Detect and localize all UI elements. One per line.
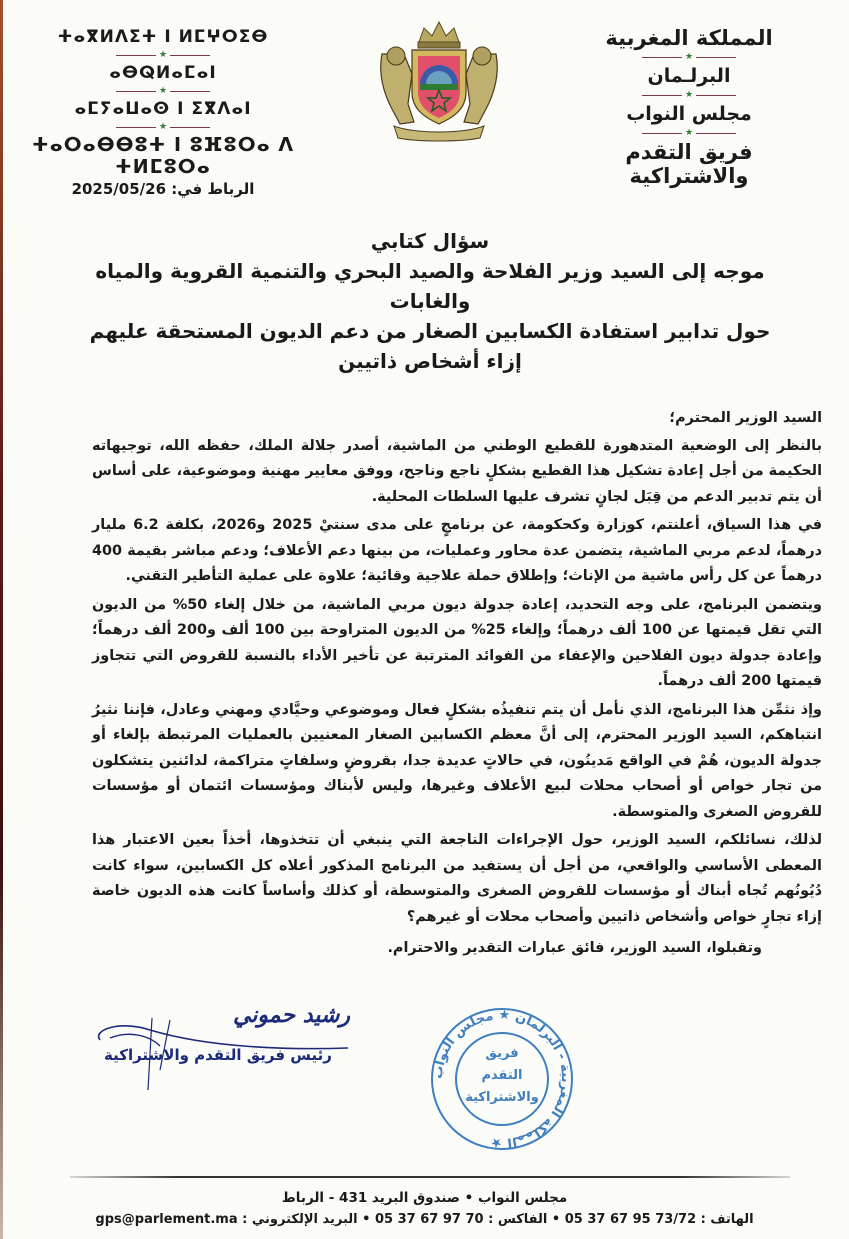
separator: [28, 85, 298, 97]
house-tifinagh: ⴰⵎⵢⴰⵡⴰⵙ ⵏ ⵉⴳⴷⴰⵏ: [74, 99, 252, 119]
subject-line-2: إزاء أشخاص ذاتيين: [338, 349, 522, 373]
separator: [569, 51, 809, 63]
arabic-letterhead: [569, 26, 809, 188]
date-line: [28, 180, 298, 198]
star-icon: ★: [158, 85, 168, 96]
stamp-ring-text: المملكة المغربية - البرلمان ★ مجلس النواب ★: [430, 1007, 574, 1151]
footer-address: مجلس النواب • صندوق البريد 431 - الرباط: [281, 1190, 568, 1206]
signatory-name: رشيد حموني: [232, 1002, 350, 1028]
date-label: الرباط في:: [171, 180, 255, 198]
royal-coat-of-arms-icon: [374, 14, 504, 144]
salutation: السيد الوزير المحترم؛: [669, 410, 822, 426]
parliament-tifinagh: ⴰⴱⵕⵍⴰⵎⴰⵏ: [109, 63, 217, 83]
star-icon: ★: [158, 49, 168, 60]
signatory-title: رئيس فريق التقدم والاشتراكية: [104, 1046, 332, 1064]
body-paragraph: وإذ نثمِّن هذا البرنامج، الذي نأمل أن يتم تنفيذُه بشكلٍ فعال وموضوعي وحيَّادي ومهني وعادل، فإننا نثيرُ انتباهكم، السيد الوزير المحترم، إلى أنَّ معظم الكسابين الصغار المعنيين بالعمليات المرتبطة بإلغاء أو جدولة الديون، هُمْ في الواقع مَدينُون، في حالاتٍ عديدة جدا، بقروضٍ وسلفاتٍ متراكمة، لدائنين يتشكلون من تجار خواص أو أصحاب محلات لبيع الأعلاف وغيرها، وليس لأبناك ومؤسسات ائتمان أو مؤسسات للقروض الصغرى والمتوسطة.: [92, 701, 822, 820]
star-icon: ★: [684, 127, 694, 138]
signature-block: [90, 1000, 350, 1080]
stamp-center-text: [462, 1043, 542, 1109]
body-paragraph: بالنظر إلى الوضعية المتدهورة للقطيع الوطني من الماشية، أصدر جلالة الملك، حفظه الله، توجيهاته الحكيمة من أجل إعادة تشكيل هذا القطيع بشكلٍ ناجع وناجح، ووفق معايير مهنية وموضوعية، على أساس أن يتم تدبير الدعم من قِبَل لجانٍ تشرف عليها السلطات المحلية.: [92, 437, 822, 505]
kingdom-name-arabic: المملكة المغربية: [605, 26, 773, 50]
group-name-arabic: فريق التقدم والاشتراكية: [625, 140, 753, 188]
parliament-arabic: البرلـمان: [647, 65, 731, 87]
body-paragraph: ويتضمن البرنامج، على وجه التحديد، إعادة جدولة ديون مربي الماشية، من خلال إلغاء 50% من الديون التي تقل قيمتها عن 100 ألف درهماً؛ وإلغاء 25% من الديون المتراوحة بين 100 ألف و200 ألف درهماً؛ وإعادة جدولة ديون الفلاحين والإعفاء من الفوائد المترتبة عن تأخير الأداء بالنسبة للقروض التي تتجاوز قيمتها 200 ألف درهماً.: [92, 596, 823, 689]
group-name-tifinagh: ⵜⴰⵔⴰⴱⴱⵓⵜ ⵏ ⵓⴼⵓⵔⴰ ⴷ ⵜⵍⵎⵓⵔⴰ: [31, 134, 295, 178]
letter-body: [92, 406, 822, 965]
footer-divider: [70, 1176, 790, 1178]
separator: [569, 127, 809, 139]
tifinagh-letterhead: [28, 26, 298, 198]
stamp-line: فريق: [485, 1046, 519, 1061]
star-icon: ★: [684, 51, 694, 62]
stamp-line: التقدم: [481, 1068, 523, 1083]
separator: [569, 89, 809, 101]
stamp-line: والاشتراكية: [465, 1090, 539, 1105]
kingdom-name-tifinagh: ⵜⴰⴳⵍⴷⵉⵜ ⵏ ⵍⵎⵖⵔⵉⴱ: [57, 27, 269, 47]
subject-line-1: حول تدابير استفادة الكسابين الصغار من دعم الديون المستحقة عليهم: [89, 319, 771, 343]
body-paragraph: لذلك، نسائلكم، السيد الوزير، حول الإجراءات الناجعة التي ينبغي أن تتخذوها، أخذاً بعين الاعتبار هذا المعطى الأساسي والواقعي، من أجل أن يستفيد من البرنامج المذكور أعلاه كل الكسابين، سواء كانت دُيُونُهم تُجاه أبناك أو مؤسسات للقروض الصغرى والمتوسطة، أو كذلك وأساساً كانت هذه الديون خاصة إزاء تجارٍ خواص وأشخاص ذاتيين وأصحاب محلات أو غيرهم؟: [92, 832, 822, 925]
body-paragraph: في هذا السياق، أعلنتم، كوزارة وكحكومة، عن برنامجٍ على مدى سنتيْ 2025 و2026، بكلفة 6.2 مليار درهماً، لدعم مربي الماشية، يتضمن عدة محاور وعمليات، من بينها دعم الأعلاف؛ ودعم مباشر بقيمة 400 درهماً عن كل رأس ماشية من الإناث؛ وإطلاق حملة علاجية وقائية؛ علاوة على عملية التأطير التقني.: [92, 517, 822, 584]
house-arabic: مجلس النواب: [626, 103, 752, 125]
question-title-block: [80, 226, 780, 376]
separator: [28, 121, 298, 133]
footer-contact: الهاتف : 73/72 95 67 37 05 • الفاكس : 70 97 67 37 05 • البريد الإلكتروني : gps@parlement.ma: [95, 1212, 754, 1227]
closing-formula: وتقبلوا، السيد الوزير، فائق عبارات التقدير والاحترام.: [387, 940, 762, 956]
star-icon: ★: [158, 121, 168, 132]
star-icon: ★: [684, 89, 694, 100]
addressee: موجه إلى السيد وزير الفلاحة والصيد البحري والتنمية القروية والمياه والغابات: [95, 259, 765, 313]
separator: [28, 49, 298, 61]
document-type: سؤال كتابي: [370, 229, 490, 253]
date-value: 2025/05/26: [71, 180, 167, 198]
